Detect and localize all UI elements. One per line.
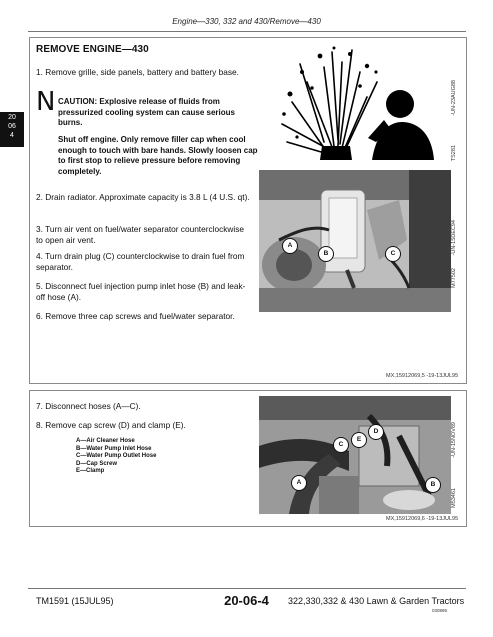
legend-item-a: A—Air Cleaner Hose <box>76 438 135 444</box>
footer-rule <box>28 588 466 589</box>
callout-e: E <box>351 432 367 448</box>
footer-product: 322,330,332 & 430 Lawn & Garden Tractors <box>288 596 465 606</box>
figure-1-id: TS281 <box>451 145 457 162</box>
figure-1-code: -UN-23AUG88 <box>451 80 457 116</box>
header-rule <box>28 31 466 32</box>
legend-item-d: D—Cap Screw <box>76 460 118 467</box>
callout-a-2: A <box>291 475 307 491</box>
section-tab-line2: 06 <box>8 123 16 130</box>
figure-2-id: M77502 <box>451 268 457 288</box>
caution-warning: CAUTION: Explosive release of fluids from pressurized cooling system can cause serious burns. <box>58 97 235 127</box>
step-3: 3. Turn air vent on fuel/water separator counterclockwise to open air vent. <box>36 224 244 245</box>
reference-code-2: MX,15912069,6 -19-13JUL95 <box>386 516 459 522</box>
caution-instructions: Shut off engine. Only remove filler cap when cool enough to touch with bare hands. Slowly loosen cap to first stop to relieve pressure before removing completely. <box>58 135 258 176</box>
legend-item-c: C—Water Pump Outlet Hose <box>76 453 157 460</box>
section-tab-line3: 4 <box>10 132 14 139</box>
figure-legend <box>76 438 156 476</box>
section-title: REMOVE ENGINE—430 <box>36 44 149 55</box>
callout-a: A <box>282 238 298 254</box>
figure-3-code: -UN-15NOV89 <box>451 422 457 458</box>
legend-item-b: B—Water Pump Inlet Hose <box>76 445 152 452</box>
callout-c-2: C <box>333 437 349 453</box>
section-tab-line1: 20 <box>8 114 16 121</box>
footer-date-code: 030895 <box>432 608 448 613</box>
step-7: 7. Disconnect hoses (A—C). <box>36 401 141 411</box>
callout-d: D <box>368 424 384 440</box>
engine-hoses-photo <box>259 396 451 514</box>
step-2: 2. Drain radiator. Approximate capacity is 3.8 L (4 U.S. qt). <box>36 192 250 202</box>
figure-3-id: M53461 <box>451 488 457 508</box>
page-number: 20-06-4 <box>224 593 269 608</box>
step-1: 1. Remove grille, side panels, battery and battery base. <box>36 67 239 77</box>
step-4: 4. Turn drain plug (C) counterclockwise to drain fuel from separator. <box>36 251 245 272</box>
figure-2-code: -UN-15DEC94 <box>451 220 457 256</box>
section-tab <box>0 112 24 147</box>
caution-symbol: N <box>36 87 56 117</box>
legend-item-e: E—Clamp <box>76 468 105 475</box>
step-8: 8. Remove cap screw (D) and clamp (E). <box>36 420 186 430</box>
callout-b-2: B <box>425 477 441 493</box>
callout-b: B <box>318 246 334 262</box>
callout-c: C <box>385 246 401 262</box>
footer-manual-id: TM1591 (15JUL95) <box>36 596 114 606</box>
step-5: 5. Disconnect fuel injection pump inlet hose (B) and leak-off hose (A). <box>36 281 246 302</box>
running-header: Engine—330, 332 and 430/Remove—430 <box>172 17 321 26</box>
reference-code-1: MX,15912069,5 -19-13JUL95 <box>386 373 459 379</box>
explosion-warning-illustration <box>272 42 442 162</box>
step-6: 6. Remove three cap screws and fuel/water separator. <box>36 311 235 321</box>
